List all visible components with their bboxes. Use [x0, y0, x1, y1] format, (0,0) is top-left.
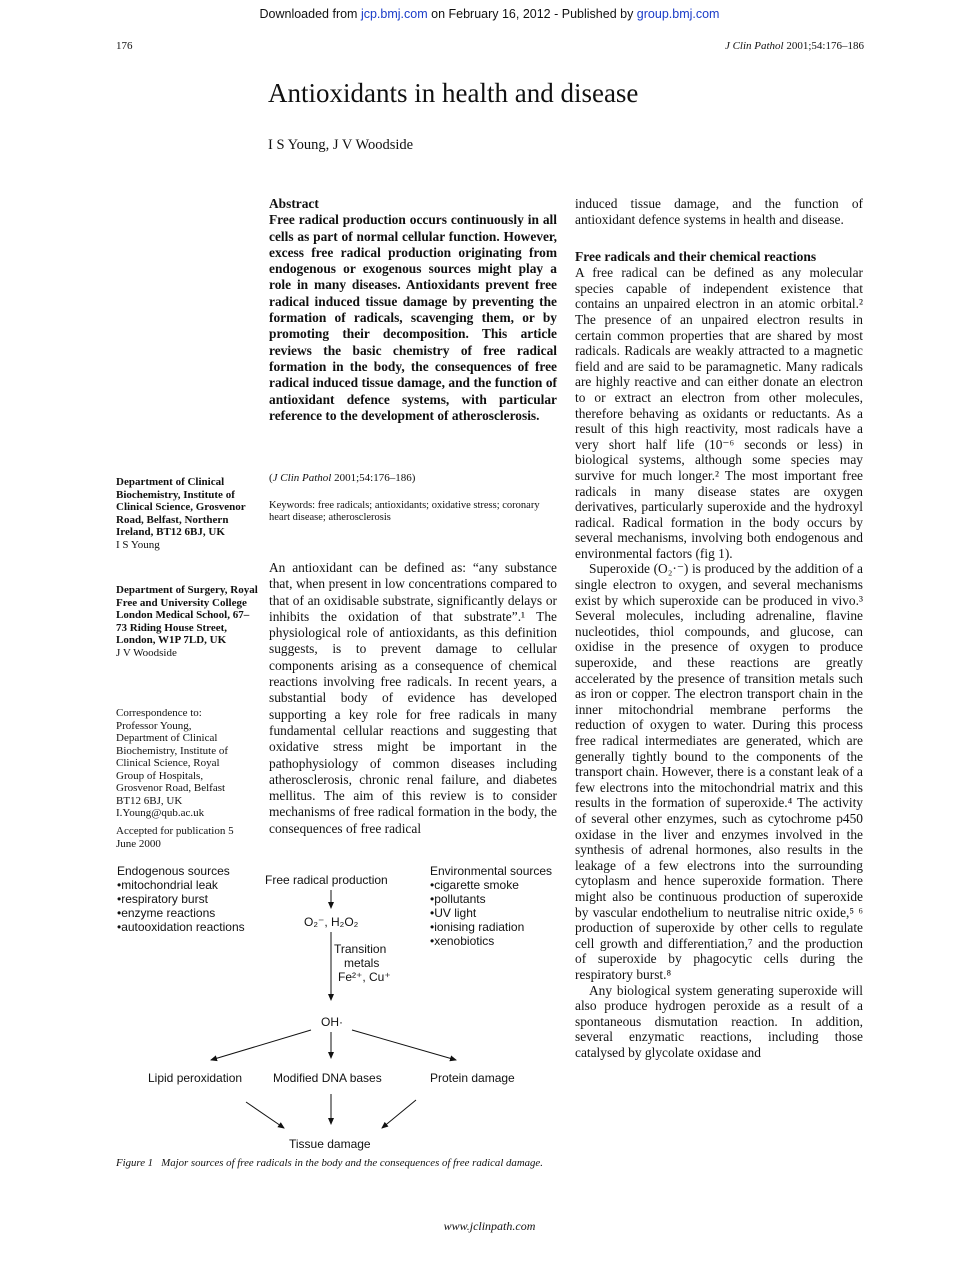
arrow-protein-to-tissue [382, 1100, 416, 1128]
footer-url: www.jclinpath.com [443, 1219, 536, 1233]
lipid-peroxidation-label: Lipid peroxidation [148, 1071, 243, 1085]
continuation-text: induced tissue damage, and the function of antioxidant defence systems in health and disease. [575, 196, 863, 227]
figure-arrows [116, 860, 566, 1160]
banner-prefix: Downloaded from [259, 7, 361, 21]
protein-damage-label: Protein damage [430, 1071, 515, 1085]
intro-paragraph: An antioxidant can be defined as: “any substance that, when present in low concentrations compared to that of an oxidisable substrate, significantly delays or inhibits the oxidation of that substrate”.¹ The physiological role of antioxidants, as this definition suggests, is to prevent damage to cellular components arising as a consequence of chemical reactions involving free radicals. In recent years, a substantial body of evidence has developed supporting a key role for free radicals in many fundamental cellular reactions and suggesting that oxidative stress might be important in the pathophysiology of common diseases including atherosclerosis, chronic renal failure, and diabetes mellitus. The aim of this review is to consider mechanisms of free radical formation in the body, the consequences of free radical [269, 560, 557, 836]
journal-volume: 2001;54:176–186 [783, 40, 864, 52]
affiliation-1-author: I S Young [116, 538, 160, 551]
article-title: Antioxidants in health and disease [268, 78, 639, 108]
caption-label: Figure 1 [116, 1157, 154, 1169]
affiliation-2 [116, 584, 258, 659]
endogenous-item: •respiratory burst [117, 892, 208, 906]
abstract [269, 196, 557, 424]
abstract-text: Free radical production occurs continuously in all cells as part of normal cellular function. However, excess free radical production originating from endogenous or exogenous sources might play a role in many diseases. Antioxidants prevent free radical induced tissue damage by preventing the formation of radicals, scavenging them, or by promoting their decomposition. This article reviews the basic chemistry of free radical formation in the body, the consequences of free radical induced tissue damage, and the function of antioxidant defence systems, with particular reference to the development of atherosclerosis. [269, 212, 557, 423]
environmental-item: •cigarette smoke [430, 878, 519, 892]
metals-label: metals [344, 956, 380, 970]
paragraph-2: Superoxide (O₂·⁻) is produced by the addition of a single electron to oxygen, and several mechanisms exist by which superoxide can be produced in vivo.³ Several molecules, including adrenaline, flavine nucleotides, thiol compounds, and glucose, can oxidise in the presence of oxygen to produce superoxide, and these reactions are greatly accelerated by the presence of transition metals such as iron or copper. The electron transport chain in the inner mitochondrial membrane performs the reduction of oxygen to water. During this process free radical intermediates are generated, which are generally tightly bound to the components of the transport chain. However, there is a constant leak of a few electrons into the mitochondrial matrix and this results in the formation of superoxide.⁴ The activity of several other enzymes, such as cytochrome p450 oxidase in the liver and enzymes involved in the synthesis of adrenal hormones, also results in the leakage of a few electrons into the surrounding cytoplasm and hence superoxide formation. There might also be continuous production of superoxide by vascular endothelium to neutralise nitric oxide,⁵ ⁶ production of superoxide by other cells to regulate cell growth and differentiation,⁷ and the production of superoxide by phagocytic cells during the respiratory burst.⁸ [575, 561, 863, 982]
endogenous-title: Endogenous sources [117, 864, 230, 878]
environmental-item: •pollutants [430, 892, 486, 906]
paragraph-3: Any biological system generating superoxide will also produce hydrogen peroxide as a result of a spontaneous dismutation reaction. In addition, several enzymatic reactions, including those catalysed by glycolate oxidase and [575, 982, 863, 1060]
caption-text: Major sources of free radicals in the body and the consequences of free radical damage. [161, 1157, 543, 1169]
affiliation-1-dept: Department of Clinical Biochemistry, Institute of Clinical Science, Grosvenor Road, Belfast, Northern Ireland, BT12 6BJ, UK [116, 476, 246, 538]
endogenous-item: •autooxidation reactions [117, 920, 245, 934]
paragraph-1: A free radical can be defined as any molecular species capable of independent existence that contains an unpaired electron in an atomic orbital.² The presence of an unpaired electron results in certain common properties that are shared by most radicals. Radicals are weakly attracted to a magnetic field and are said to be paramagnetic. Many radicals are highly reactive and can either donate an electron to or extract an electron from other molecules, therefore behaving as oxidants or reductants. As a result of this high reactivity, most radicals have a very short half life (10⁻⁶ seconds or less) in biological systems, although some species may survive for much longer.² The most important free radicals in many disease states are oxygen derivatives, particularly superoxide and the hydroxyl radical. Radical formation in the body occurs by several mechanisms, involving both endogenous and environmental factors (fig 1). [575, 265, 863, 561]
journal-reference [725, 40, 864, 52]
citation-open: ( [269, 472, 273, 484]
endogenous-item: •mitochondrial leak [117, 878, 218, 892]
figure-1 [116, 860, 566, 1160]
arrow-to-lipid [211, 1030, 311, 1060]
banner-middle: on February 16, 2012 - Published by [427, 7, 637, 21]
jcp-link[interactable]: jcp.bmj.com [360, 7, 428, 21]
abstract-citation [269, 472, 415, 484]
figure-caption [116, 1157, 556, 1170]
group-bmj-link[interactable]: group.bmj.com [636, 7, 720, 21]
affiliation-2-author: J V Woodside [116, 646, 177, 659]
affiliation-1 [116, 476, 258, 551]
endogenous-item: •enzyme reactions [117, 906, 216, 920]
arrow-lipid-to-tissue [246, 1102, 284, 1128]
correspondence: Correspondence to: Professor Young, Department of Clinical Biochemistry, Institute of Clinical Science, Royal Group of Hospitals, Grosvenor Road, Belfast BT12 6BJ, UK I.Young@qub.ac.uk [116, 707, 229, 819]
arrow-to-protein [352, 1030, 456, 1060]
environmental-item: •UV light [430, 906, 477, 920]
transition-label: Transition [334, 942, 387, 956]
abstract-heading: Abstract [269, 196, 319, 211]
citation-ref: 2001;54:176–186) [331, 472, 416, 484]
metal-ions-label: Fe²⁺, Cu⁺ [338, 970, 391, 984]
right-column [575, 196, 863, 1060]
page-number: 176 [116, 40, 133, 52]
citation-journal: J Clin Pathol [272, 472, 332, 484]
production-label: Free radical production [265, 873, 388, 887]
environmental-item: •ionising radiation [430, 920, 525, 934]
affiliation-2-dept: Department of Surgery, Royal Free and University College London Medical School, 67–73 Riding House Street, London, W1P 7LD, UK [116, 584, 258, 646]
environmental-item: •xenobiotics [430, 934, 495, 948]
dna-bases-label: Modified DNA bases [273, 1071, 382, 1085]
superoxide-label: O₂⁻, H₂O₂ [304, 915, 359, 929]
tissue-damage-label: Tissue damage [289, 1137, 371, 1151]
hydroxyl-label: OH· [321, 1015, 343, 1029]
download-banner [0, 7, 979, 21]
environmental-title: Environmental sources [430, 864, 553, 878]
keywords: Keywords: free radicals; antioxidants; oxidative stress; coronary heart disease; atherosclerosis [269, 500, 540, 523]
journal-name: J Clin Pathol [724, 40, 784, 52]
accepted-date: Accepted for publication 5 June 2000 [116, 825, 234, 850]
article-authors: I S Young, J V Woodside [268, 137, 414, 153]
section-heading: Free radicals and their chemical reactions [575, 249, 817, 265]
